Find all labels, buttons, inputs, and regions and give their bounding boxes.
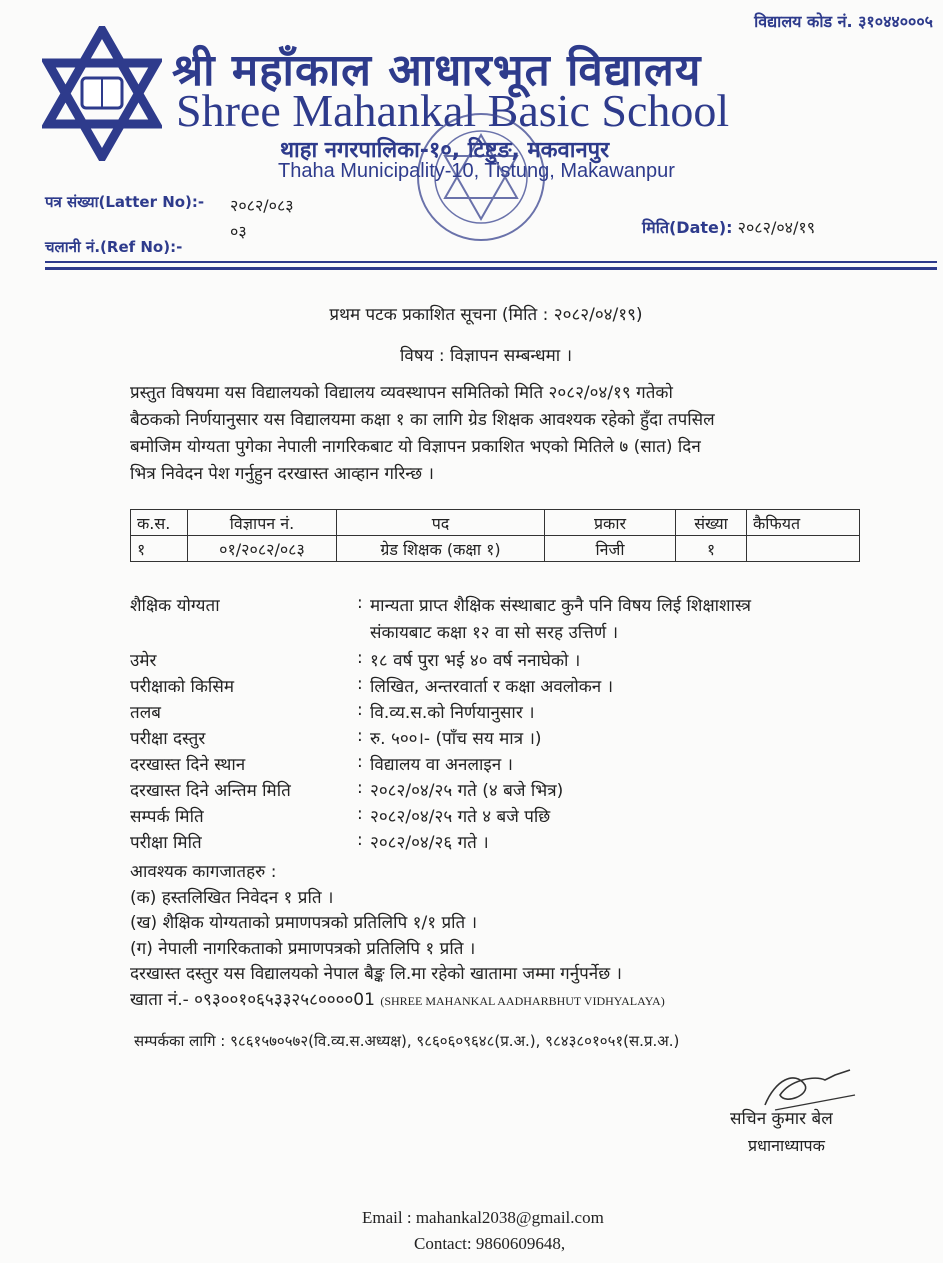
account-number: खाता नं.- ०९३००१०६५३३२५८००००01 <box>130 989 375 1010</box>
col-header: संख्या <box>676 510 747 536</box>
col-header: पद <box>337 510 545 536</box>
cell: ०१/२०८२/०८३ <box>188 536 337 562</box>
detail-label: परीक्षाको किसिम <box>130 677 234 697</box>
paragraph-line: प्रस्तुत विषयमा यस विद्यालयको विद्यालय व्यवस्थापन समितिको मिति २०८२/०४/१९ गतेको <box>130 383 673 403</box>
table-header-row <box>131 510 860 536</box>
detail-label: दरखास्त दिने अन्तिम मिति <box>130 781 291 801</box>
notice-heading: प्रथम पटक प्रकाशित सूचना (मिति : २०८२/०४/१९) <box>329 305 643 325</box>
letter-no-label: पत्र संख्या(Latter No):- <box>45 193 205 211</box>
document-item: (ख) शैक्षिक योग्यताको प्रमाणपत्रको प्रतिलिपि १/१ प्रति । <box>130 913 478 933</box>
paragraph-line: भित्र निवेदन पेश गर्नुहुन दरखास्त आव्हान गरिन्छ । <box>130 464 434 484</box>
detail-colon: : <box>357 804 363 824</box>
email-link[interactable]: mahankal2038@gmail.com <box>415 1208 604 1227</box>
detail-value: विद्यालय वा अनलाइन । <box>370 755 513 775</box>
col-header: प्रकार <box>545 510 676 536</box>
documents-heading: आवश्यक कागजातहरु : <box>130 862 277 882</box>
school-logo-star-book-icon <box>42 26 162 161</box>
cell: निजी <box>545 536 676 562</box>
cell: १ <box>131 536 188 562</box>
school-title-nepali: श्री महाँकाल आधारभूत विद्यालय <box>172 45 702 96</box>
letter-no-value-2: ०३ <box>230 222 247 241</box>
cell: ग्रेड शिक्षक (कक्षा १) <box>337 536 545 562</box>
table-row <box>131 536 860 562</box>
notice-paragraph <box>130 380 855 488</box>
detail-value-continued: संकायबाट कक्षा १२ वा सो सरह उत्तिर्ण । <box>370 623 619 643</box>
account-line <box>130 988 665 1015</box>
notice-subject: विषय : विज्ञापन सम्बन्धमा । <box>399 346 573 366</box>
cell <box>747 536 860 562</box>
detail-colon: : <box>357 674 363 694</box>
detail-value: रु. ५००।- (पाँच सय मात्र ।) <box>370 729 542 749</box>
address-english: Thaha Municipality-10, Tistung, Makawanpur <box>278 160 675 182</box>
vacancy-table <box>130 509 860 562</box>
detail-value: वि.व्य.स.को निर्णयानुसार । <box>370 703 535 723</box>
footer-email <box>362 1208 604 1228</box>
detail-label: उमेर <box>130 651 157 671</box>
school-code: विद्यालय कोड नं. ३१०४४०००५ <box>754 12 933 31</box>
email-label: Email : <box>362 1208 412 1227</box>
detail-label: सम्पर्क मिति <box>130 807 204 827</box>
detail-colon: : <box>357 726 363 746</box>
detail-value: २०८२/०४/२५ गते (४ बजे भित्र) <box>370 781 564 801</box>
col-header: विज्ञापन नं. <box>188 510 337 536</box>
col-header: कैफियत <box>747 510 860 536</box>
signatory-title: प्रधानाध्यापक <box>748 1136 825 1155</box>
date-field <box>642 216 815 238</box>
detail-label: परीक्षा दस्तुर <box>130 729 206 749</box>
detail-colon: : <box>357 648 363 668</box>
paragraph-line: बैठकको निर्णयानुसार यस विद्यालयमा कक्षा १ का लागि ग्रेड शिक्षक आवश्यक रहेको हुँदा तपसिल <box>130 410 715 430</box>
header-divider-2 <box>45 267 937 270</box>
paragraph-line: बमोजिम योग्यता पुगेका नेपाली नागरिकबाट यो विज्ञापन प्रकाशित भएको मितिले ७ (सात) दिन <box>130 437 701 457</box>
documents-section <box>130 860 665 1014</box>
detail-label: परीक्षा मिति <box>130 833 202 853</box>
cell: १ <box>676 536 747 562</box>
detail-colon: : <box>357 830 363 850</box>
document-item: (ग) नेपाली नागरिकताको प्रमाणपत्रको प्रतिलिपि १ प्रति । <box>130 938 476 959</box>
contact-numbers: सम्पर्कका लागि : ९८६१५७०५७२(वि.व्य.स.अध्यक्ष), ९८६०६०९६४८(प्र.अ.), ९८४३८०१०५१(स.प्र.अ.) <box>134 1032 680 1050</box>
header-divider <box>45 261 937 263</box>
detail-label: शैक्षिक योग्यता <box>130 596 220 616</box>
document-item: (क) हस्तलिखित निवेदन १ प्रति । <box>130 887 334 908</box>
school-stamp-seal <box>414 110 549 245</box>
account-name: (SHREE MAHANKAL AADHARBHUT VIDHYALAYA) <box>380 993 665 1008</box>
detail-label: तलब <box>130 703 161 723</box>
detail-colon: : <box>357 778 363 798</box>
detail-colon: : <box>357 752 363 772</box>
signatory-name: सचिन कुमार बेल <box>730 1109 833 1129</box>
school-title-english: Shree Mahankal Basic School <box>176 85 730 136</box>
letter-no-value: २०८२/०८३ <box>230 196 294 215</box>
fee-note: दरखास्त दस्तुर यस विद्यालयको नेपाल बैङ्क लि.मा रहेको खातामा जम्मा गर्नुपर्नेछ । <box>130 964 623 984</box>
detail-value: २०८२/०४/२५ गते ४ बजे पछि <box>370 807 551 827</box>
date-label: मिति(Date): <box>642 218 733 237</box>
date-value: २०८२/०४/१९ <box>737 218 816 237</box>
ref-no-label: चलानी नं.(Ref No):- <box>45 238 183 256</box>
detail-colon: : <box>357 593 363 613</box>
detail-colon: : <box>357 700 363 720</box>
footer-contact: Contact: 9860609648, <box>414 1234 566 1253</box>
detail-value: मान्यता प्राप्त शैक्षिक संस्थाबाट कुनै पनि विषय लिई शिक्षाशास्त्र <box>370 596 752 616</box>
detail-value: २०८२/०४/२६ गते । <box>370 833 489 853</box>
detail-label: दरखास्त दिने स्थान <box>130 755 246 775</box>
detail-value: १८ वर्ष पुरा भई ४० वर्ष ननाघेको । <box>370 651 581 671</box>
col-header: क.स. <box>131 510 188 536</box>
address-nepali: थाहा नगरपालिका-१०, टिष्टुङ, मकवानपुर <box>280 138 610 163</box>
detail-value: लिखित, अन्तरवार्ता र कक्षा अवलोकन । <box>370 677 614 697</box>
